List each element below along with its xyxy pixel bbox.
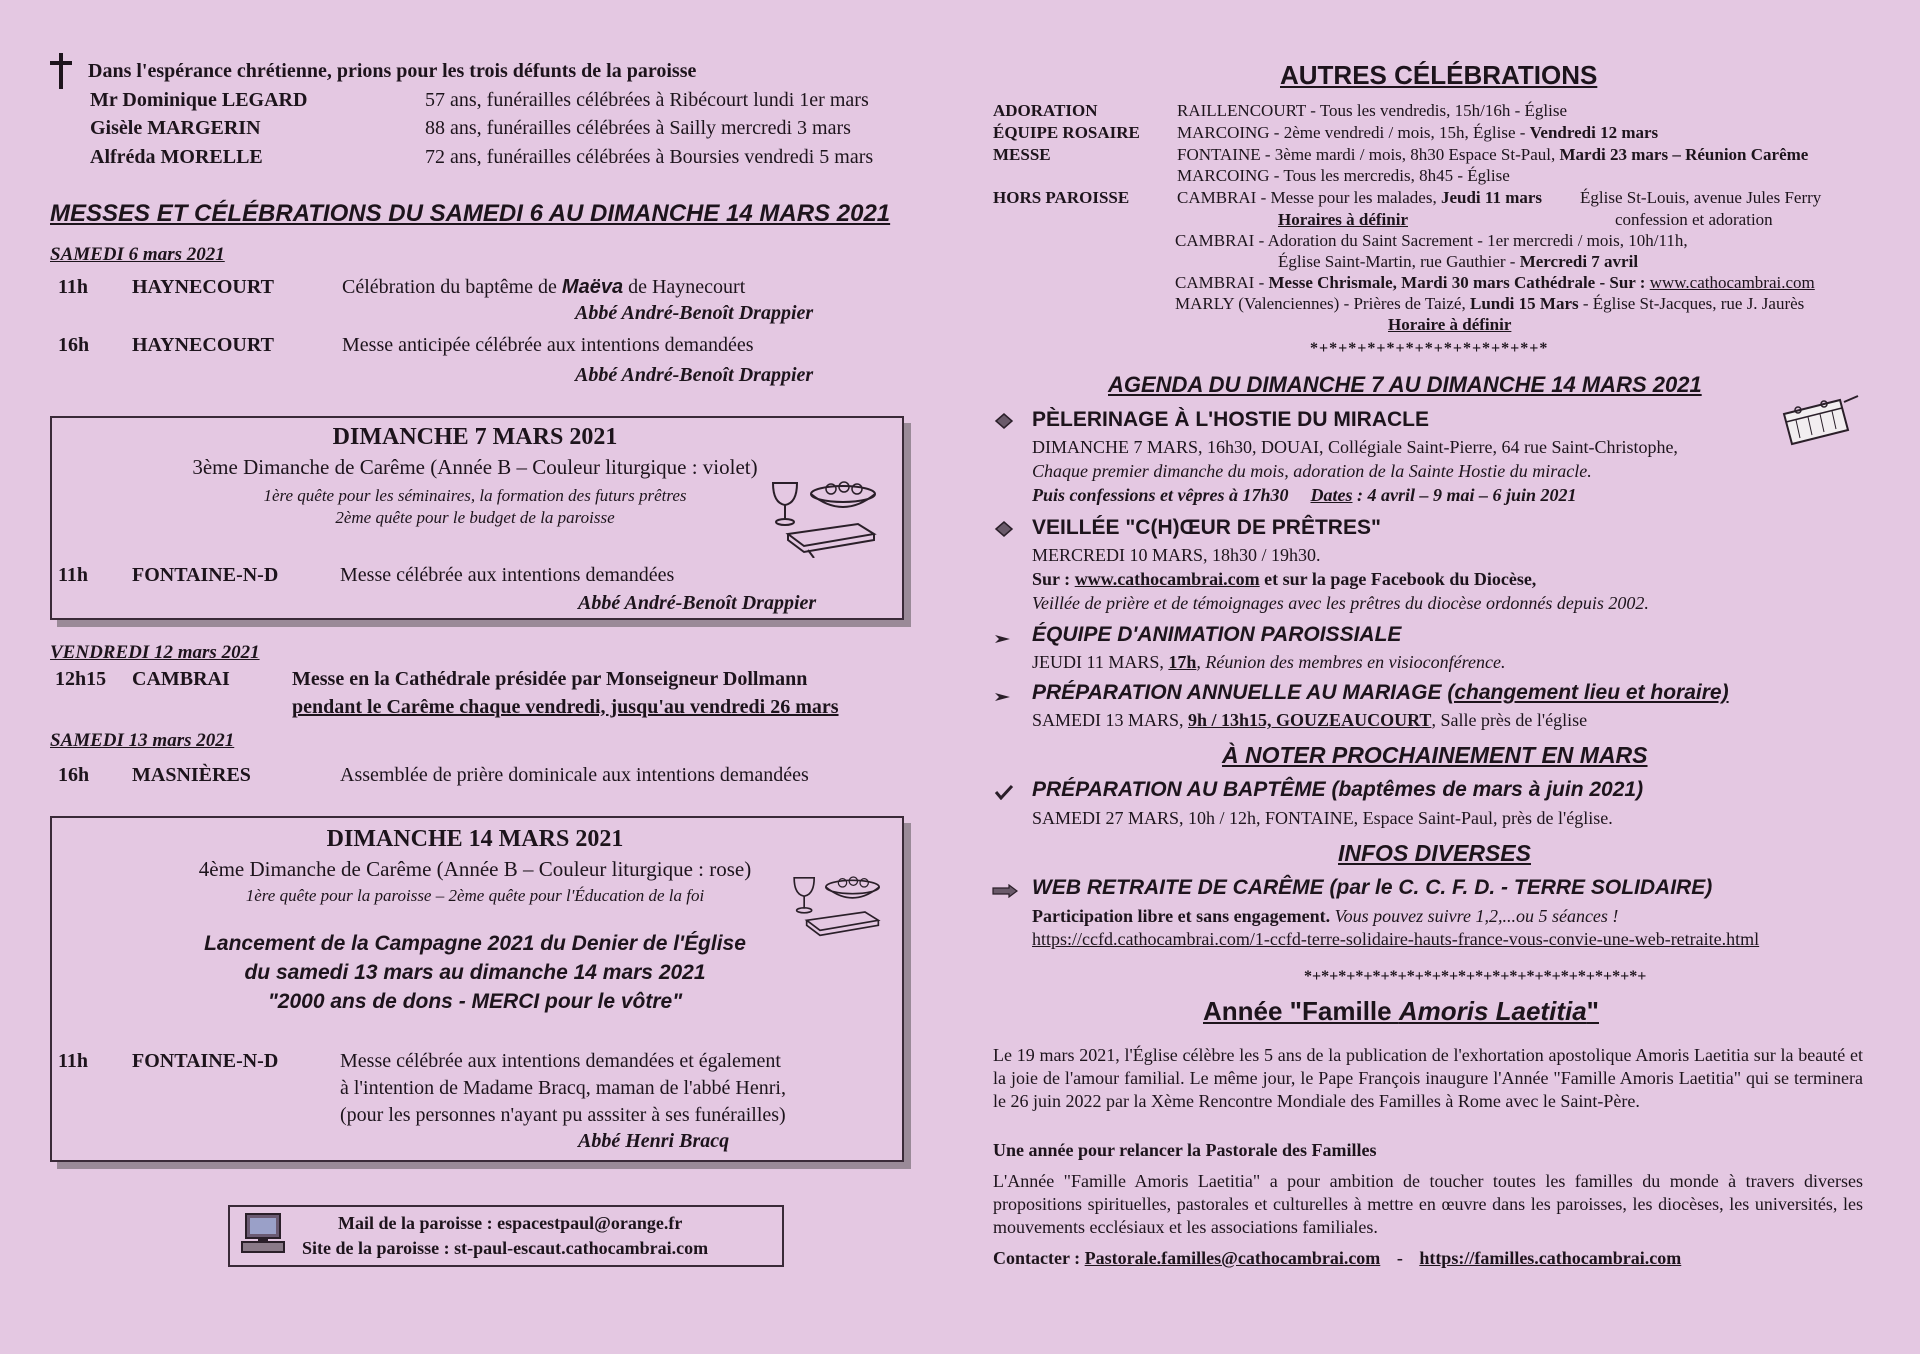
event-desc: Messe anticipée célébrée aux intentions demandées — [342, 334, 754, 356]
deceased-name: Alfréda MORELLE — [90, 146, 263, 168]
ccfd-retreat-link[interactable]: https://ccfd.cathocambrai.com/1-ccfd-terre-solidaire-hauts-france-vous-convie-une-web-retraite.html — [1032, 929, 1760, 949]
parish-mail: Mail de la paroisse : espacestpaul@orange.fr — [338, 1213, 683, 1233]
event-priest: Abbé André-Benoît Drappier — [578, 592, 817, 614]
event-desc: Messe célébrée aux intentions demandées et également — [340, 1050, 781, 1072]
amoris-subheading: Une année pour relancer la Pastorale des Familles — [993, 1140, 1377, 1160]
event-desc: Célébration du baptême de Maëva de Haynecourt — [342, 276, 746, 298]
event-desc: Messe célébrée aux intentions demandées — [340, 564, 675, 586]
hand-pointer-icon — [992, 884, 1018, 903]
celebration-line: MARCOING - Tous les mercredis, 8h45 - Église — [1177, 166, 1510, 185]
amoris-paragraph: Le 19 mars 2021, l'Église célèbre les 5 ans de la publication de l'exhortation apostolique Amoris Laetitia sur la beauté et la joie de l'amour familial. Le même jour, le Pape François inaugure l'Année "Famille Amoris Laetitia" qui se terminera le 26 juin 2022 par la Xème Rencontre Mondiale des Familles à Rome avec le Saint-Père. — [993, 1045, 1863, 1111]
agenda-line: Puis confessions et vêpres à 17h30 Dates : 4 avril – 9 mai – 6 juin 2021 — [1032, 485, 1577, 505]
quete-line: 2ème quête pour le budget de la paroisse — [335, 508, 615, 527]
quete-line: 1ère quête pour les séminaires, la formation des futurs prêtres — [263, 486, 687, 505]
agenda-title: AGENDA DU DIMANCHE 7 AU DIMANCHE 14 MARS 2021 — [1108, 372, 1702, 397]
box-subtitle: 4ème Dimanche de Carême (Année B – Couleur liturgique : rose) — [198, 857, 752, 881]
celebration-line: CAMBRAI - Messe Chrismale, Mardi 30 mars Cathédrale - Sur : www.cathocambrai.com — [1175, 273, 1815, 292]
category-label: MESSE — [993, 145, 1051, 164]
families-site-link[interactable]: https://familles.cathocambrai.com — [1419, 1248, 1682, 1268]
agenda-line: Sur : www.cathocambrai.com et sur la page Facebook du Diocèse, — [1032, 569, 1537, 589]
event-desc: à l'intention de Madame Bracq, maman de l'abbé Henri, — [340, 1077, 786, 1099]
deceased-heading: Dans l'espérance chrétienne, prions pour les trois défunts de la paroisse — [88, 60, 697, 82]
agenda-item-title: WEB RETRAITE DE CARÊME (par le C. C. F. D. - TERRE SOLIDAIRE) — [1032, 876, 1713, 899]
check-bullet-icon — [994, 784, 1014, 805]
quete-line: 1ère quête pour la paroisse – 2ème quête pour l'Éducation de la foi — [245, 886, 705, 905]
celebration-line: Horaire à définir — [1388, 315, 1512, 334]
event-priest: Abbé André-Benoît Drappier — [575, 364, 814, 386]
celebration-line: FONTAINE - 3ème mardi / mois, 8h30 Espace St-Paul, Mardi 23 mars – Réunion Carême — [1177, 145, 1809, 164]
celebration-line: Horaires à définir — [1278, 210, 1408, 229]
event-time: 11h — [58, 276, 89, 298]
box-title: DIMANCHE 7 MARS 2021 — [332, 424, 618, 450]
agenda-line: Veillée de prière et de témoignages avec les prêtres du diocèse ordonnés depuis 2002. — [1032, 593, 1649, 613]
event-place: HAYNECOURT — [132, 276, 274, 298]
autres-title: AUTRES CÉLÉBRATIONS — [1280, 60, 1598, 90]
date-heading: SAMEDI 6 mars 2021 — [50, 244, 225, 265]
celebration-line: MARCOING - 2ème vendredi / mois, 15h, Église - Vendredi 12 mars — [1177, 123, 1659, 142]
agenda-line: Participation libre et sans engagement. Vous pouvez suivre 1,2,...ou 5 séances ! — [1032, 906, 1619, 926]
campaign-line: Lancement de la Campagne 2021 du Denier de l'Église — [204, 932, 746, 955]
event-priest: Abbé Henri Bracq — [578, 1130, 730, 1152]
event-time: 16h — [58, 764, 90, 786]
event-place: FONTAINE-N-D — [132, 564, 279, 586]
event-time: 11h — [58, 1050, 89, 1072]
celebration-line: CAMBRAI - Adoration du Saint Sacrement - 1er mercredi / mois, 10h/11h, — [1175, 231, 1688, 250]
chalice-bible-icon — [768, 478, 888, 563]
deceased-details: 57 ans, funérailles célébrées à Ribécourt lundi 1er mars — [425, 89, 869, 111]
arrow-bullet-icon — [994, 632, 1012, 650]
diamond-bullet-icon — [994, 520, 1014, 543]
celebration-line: confession et adoration — [1615, 210, 1773, 229]
box-title: DIMANCHE 14 MARS 2021 — [326, 826, 624, 852]
noter-title: À NOTER PROCHAINEMENT EN MARS — [1222, 742, 1648, 768]
masses-title: MESSES ET CÉLÉBRATIONS DU SAMEDI 6 AU DIMANCHE 14 MARS 2021 — [50, 200, 891, 227]
event-priest: Abbé André-Benoît Drappier — [575, 302, 814, 324]
celebration-line: MARLY (Valenciennes) - Prières de Taizé, Lundi 15 Mars - Église St-Jacques, rue J. Jaurès — [1175, 294, 1805, 313]
diamond-bullet-icon — [994, 412, 1014, 435]
cathocambrai-link[interactable]: www.cathocambrai.com — [1074, 569, 1260, 589]
agenda-line: SAMEDI 13 MARS, 9h / 13h15, GOUZEAUCOURT, Salle près de l'église — [1032, 710, 1588, 730]
event-desc: Messe en la Cathédrale présidée par Monseigneur Dollmann — [292, 668, 808, 690]
deceased-name: Gisèle MARGERIN — [90, 117, 261, 139]
date-heading: VENDREDI 12 mars 2021 — [50, 642, 260, 663]
agenda-line: JEUDI 11 MARS, 17h, Réunion des membres en visioconférence. — [1032, 652, 1506, 672]
event-desc: (pour les personnes n'ayant pu asssiter à ses funérailles) — [340, 1104, 786, 1126]
cathocambrai-link[interactable]: www.cathocambrai.com — [1649, 273, 1815, 292]
amoris-contact: Contacter : Pastorale.familles@cathocambrai.com - https://familles.cathocambrai.com — [993, 1248, 1682, 1268]
event-place: HAYNECOURT — [132, 334, 274, 356]
agenda-item-title: PRÉPARATION ANNUELLE AU MARIAGE (changement lieu et horaire) — [1032, 681, 1729, 704]
separator-stars: *+*+*+*+*+*+*+*+*+*+*+*+* — [1310, 340, 1549, 357]
celebration-line: Église Saint-Martin, rue Gauthier - Mercredi 7 avril — [1278, 252, 1639, 271]
category-label: ADORATION — [993, 101, 1098, 120]
agenda-item-title: PRÉPARATION AU BAPTÊME (baptêmes de mars à juin 2021) — [1032, 778, 1644, 801]
celebration-line: CAMBRAI - Messe pour les malades, Jeudi 11 mars — [1177, 188, 1543, 207]
event-place: MASNIÈRES — [132, 764, 251, 786]
event-time: 16h — [58, 334, 90, 356]
infos-title: INFOS DIVERSES — [1338, 840, 1531, 866]
agenda-item-title: ÉQUIPE D'ANIMATION PAROISSIALE — [1032, 623, 1402, 646]
calendar-icon — [1780, 394, 1860, 455]
parish-site: Site de la paroisse : st-paul-escaut.cathocambrai.com — [302, 1238, 709, 1258]
agenda-line: SAMEDI 27 MARS, 10h / 12h, FONTAINE, Espace Saint-Paul, près de l'église. — [1032, 808, 1613, 828]
campaign-line: "2000 ans de dons - MERCI pour le vôtre" — [267, 990, 683, 1013]
separator-stars: *+*+*+*+*+*+*+*+*+*+*+*+*+*+*+*+*+*+*+*+ — [1304, 968, 1647, 985]
event-place: CAMBRAI — [132, 668, 230, 690]
agenda-line: Chaque premier dimanche du mois, adoration de la Sainte Hostie du miracle. — [1032, 461, 1592, 481]
category-label: HORS PAROISSE — [993, 188, 1130, 207]
agenda-item-title: PÈLERINAGE À L'HOSTIE DU MIRACLE — [1032, 408, 1430, 431]
box-subtitle: 3ème Dimanche de Carême (Année B – Couleur liturgique : violet) — [192, 455, 758, 479]
agenda-line: MERCREDI 10 MARS, 18h30 / 19h30. — [1032, 545, 1321, 565]
celebration-line: Église St-Louis, avenue Jules Ferry — [1580, 188, 1822, 207]
computer-icon — [240, 1212, 286, 1259]
cross-icon — [50, 53, 72, 89]
celebration-line: RAILLENCOURT - Tous les vendredis, 15h/16h - Église — [1177, 101, 1568, 120]
event-place: FONTAINE-N-D — [132, 1050, 279, 1072]
event-desc: pendant le Carême chaque vendredi, jusqu'au vendredi 26 mars — [292, 696, 839, 718]
campaign-line: du samedi 13 mars au dimanche 14 mars 2021 — [244, 961, 706, 984]
deceased-details: 88 ans, funérailles célébrées à Sailly mercredi 3 mars — [425, 117, 851, 139]
date-heading: SAMEDI 13 mars 2021 — [50, 730, 235, 751]
event-time: 11h — [58, 564, 89, 586]
deceased-details: 72 ans, funérailles célébrées à Boursies vendredi 5 mars — [425, 146, 874, 168]
event-time: 12h15 — [55, 668, 107, 690]
amoris-title: Année "Famille Amoris Laetitia" — [1203, 996, 1599, 1026]
arrow-bullet-icon — [994, 690, 1012, 708]
amoris-paragraph: L'Année "Famille Amoris Laetitia" a pour ambition de toucher toutes les familles du monde à travers diverses propositions spirituelles, pastorales et culturelles à mettre en œuvre dans les paroisses, les diocèses, les universités, les mouvements ecclésiaux et les associations familiales. — [993, 1171, 1863, 1237]
agenda-line: DIMANCHE 7 MARS, 16h30, DOUAI, Collégiale Saint-Pierre, 64 rue Saint-Christophe, — [1032, 437, 1678, 457]
deceased-name: Mr Dominique LEGARD — [90, 89, 308, 111]
families-email-link[interactable]: Pastorale.familles@cathocambrai.com — [1084, 1248, 1381, 1268]
category-label: ÉQUIPE ROSAIRE — [993, 123, 1140, 142]
agenda-item-title: VEILLÉE "C(H)ŒUR DE PRÊTRES" — [1032, 516, 1381, 539]
event-desc: Assemblée de prière dominicale aux intentions demandées — [340, 764, 809, 786]
